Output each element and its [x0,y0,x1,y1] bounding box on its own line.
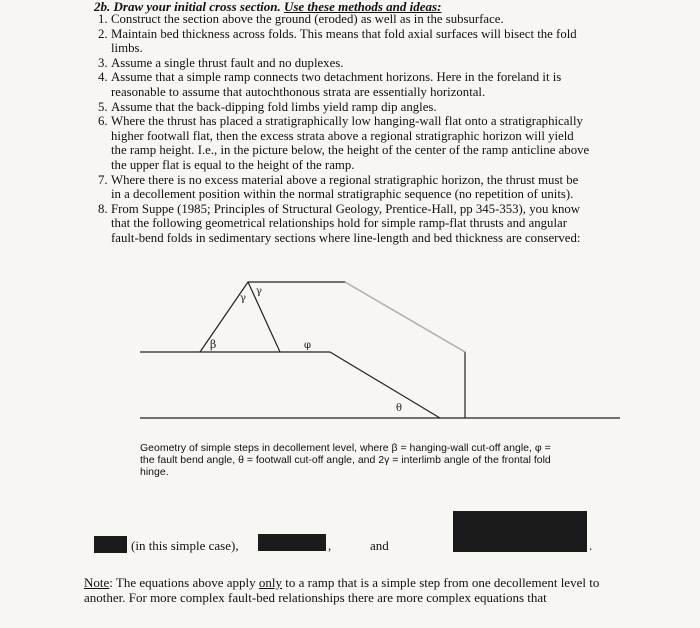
note-underlined: only [258,575,282,590]
note-text-before: : The equations above apply [109,575,259,590]
redacted-equation-box [453,511,587,552]
item-text: Assume that the back-dipping fold limbs yield ramp dip angles. [111,99,437,114]
theta-label: θ [396,403,403,414]
gamma-label-right: γ [256,286,262,297]
item-text: Where there is no excess material above a regional stratigraphic horizon, the thrust must be in a decollement position within the normal stratigraphic sequence (no repetition of units). [111,172,579,202]
item-number: 2. [98,26,108,41]
item-text: From Suppe (1985; Principles of Structural Geology, Prentice-Hall, pp 345-353), you know that the following geometrical relationships hold for simple ramp-flat thrusts and angular fault-bend folds in sedimentary sections where line-length and bed thickness are conserved: [111,201,581,245]
list-item [98,100,590,115]
comma-text: , [328,538,332,553]
redacted-equation-box [258,534,326,551]
fault-bend-fold-diagram [120,268,620,448]
note-paragraph [84,575,604,605]
simple-case-text: (in this simple case), [131,538,239,553]
item-number: 5. [98,99,108,114]
item-number: 4. [98,70,108,85]
item-number: 3. [98,55,108,70]
heading-prefix: 2b. Draw your initial cross section. [94,0,281,14]
list-item [98,114,590,172]
item-text: Maintain bed thickness across folds. This means that fold axial surfaces will bisect the fold limbs. [111,26,577,56]
period-text: . [589,538,593,553]
item-number: 8. [98,201,108,216]
note-text-after: to a ramp that is a simple step from one decollement level to another. For more complex fault-bed relationships there are more complex equations that [84,575,600,605]
figure-caption: Geometry of simple steps in decollement level, where β = hanging-wall cut-off angle, φ = the fault bend angle, θ = footwall cut-off angle, and 2γ = interlimb angle of the frontal fold hinge. [140,442,551,478]
redacted-equation-box [94,536,127,553]
axial-surface-line [248,282,280,352]
gamma-label-left: γ [240,293,246,304]
list-item [98,56,590,71]
item-text: Assume that a simple ramp connects two detachment horizons. Here in the foreland it is reasonable to assume that autochthonous strata are essentially horizontal. [111,70,562,99]
list-item [98,173,590,202]
instruction-list [98,12,590,246]
beta-label: β [210,338,217,351]
item-number: 6. [98,114,108,129]
heading-underlined: Use these methods and ideas: [283,0,442,14]
item-number: 1. [98,12,108,26]
list-item [98,70,590,99]
list-item [98,12,590,27]
phi-label: φ [304,340,312,351]
item-text: Assume a single thrust fault and no duplexes. [111,55,344,70]
list-item [98,27,590,56]
note-label: Note [84,575,110,590]
regional-horizon-line [345,282,465,352]
and-text: and [370,538,389,553]
list-item [98,202,590,246]
item-text: Where the thrust has placed a stratigraphically low hanging-wall flat onto a stratigraphically higher footwall flat, then the excess strata above a regional stratigraphic horizon will yield the ramp height. I.e., in the picture below, the height of the center of the ramp anticline above the upper flat is equal to the height of the ramp. [111,114,590,172]
item-text: Construct the section above the ground (eroded) as well as in the subsurface. [111,12,504,26]
fault-ramp-line [330,352,440,418]
item-number: 7. [98,172,108,187]
